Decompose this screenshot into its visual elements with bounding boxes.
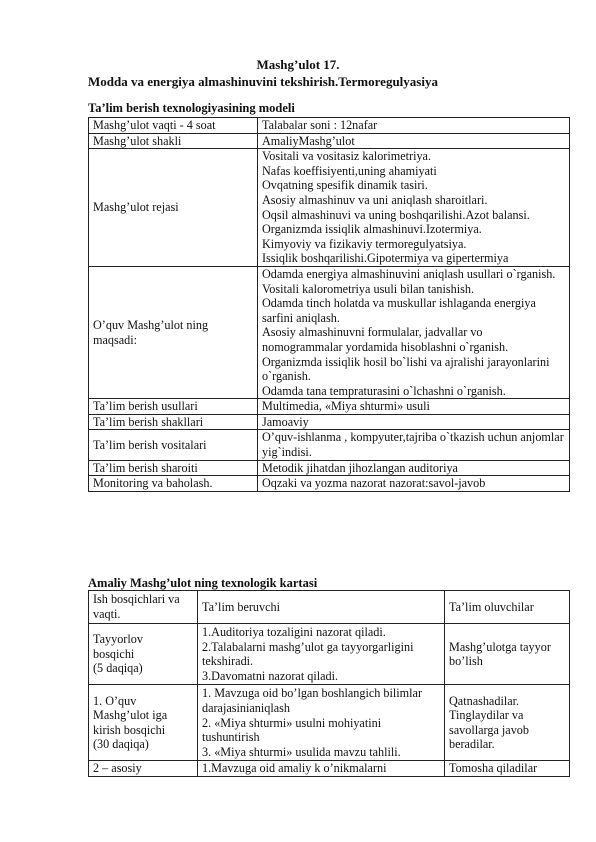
model-table (88, 117, 570, 492)
student-line: Qatnashadilar. (449, 693, 520, 708)
table-row (89, 761, 570, 777)
table-row (89, 414, 570, 430)
plan-item: Asosiy almashinuv va uni aniqlash sharoitlari. (262, 192, 488, 207)
stage-line: 1. O’quv (93, 693, 137, 708)
model-heading: Ta’lim berish texnologiyasining modeli (88, 101, 295, 115)
stage-line: kirish bosqichi (93, 722, 166, 737)
stage-line: 2 – asosiy (93, 761, 142, 776)
teacher-line: 2.Talabalarni mashg’ulot ga tayyorgarligini tekshiradi. (202, 639, 414, 669)
goal-item: Odamda tana tempraturasini o`lchashni o`rganish. (262, 383, 506, 398)
table-cell: Ta’lim berish usullari (89, 399, 258, 415)
plan-item: Kimyoviy va fizikaviy termoregulyatsiya. (262, 236, 467, 251)
stage-line: (30 daqiqa) (93, 737, 149, 752)
teacher-line: 3. «Miya shturmi» usulida mavzu tahlili. (202, 744, 401, 759)
table-cell: Oqzaki va yozma nazorat nazorat:savol-javob (258, 476, 570, 492)
column-header: Ta’lim beruvchi (198, 591, 445, 624)
teacher-line: 3.Davomatni nazorat qiladi. (202, 668, 339, 683)
student-line: Mashg’ulotga tayyor bo’lish (449, 639, 551, 669)
plan-item: Ovqatning spesifik dinamik tasiri. (262, 178, 428, 193)
table-cell: Ta’lim berish vositalari (89, 430, 258, 460)
student-cell (445, 685, 570, 761)
teacher-line: 1. Mavzuga oid bo’lgan boshlangich bilimlar darajasinianiqlash (202, 686, 423, 715)
student-cell (445, 624, 570, 685)
table-header-row (89, 591, 570, 624)
table-cell: Metodik jihatdan jihozlangan auditoriya (258, 460, 570, 476)
table-cell: Jamoaviy (258, 414, 570, 430)
plan-item: Organizmda issiqlik almashinuvi.Izotermiya. (262, 222, 482, 237)
lesson-subtitle: Modda va energiya almashinuvini tekshirish.Termoregulyasiya (88, 74, 438, 89)
table-cell: Multimedia, «Miya shturmi» usuli (258, 399, 570, 415)
table-cell: Mashg’ulot vaqti - 4 soat (89, 118, 258, 134)
student-line: Tinglaydilar va (449, 708, 524, 723)
teacher-line: 1.Auditoriya tozaligini nazorat qiladi. (202, 625, 386, 639)
table-row (89, 476, 570, 492)
stage-line: Mashg’ulot iga (93, 708, 168, 723)
stage-cell (89, 624, 198, 685)
teacher-cell (198, 761, 445, 777)
plan-item: Issiqlik boshqarilishi.Gipotermiya va gipertermiya (262, 251, 509, 266)
goal-item: Vositali kalorometriya usuli bilan tanishish. (262, 281, 475, 296)
stage-line: Tayyorlov (93, 632, 143, 647)
student-line: Tomosha qiladilar (449, 761, 538, 776)
plan-list (258, 149, 570, 267)
table-cell: O’quv Mashg’ulot ning maqsadi: (89, 266, 258, 398)
table-cell: Ta’lim berish shakllari (89, 414, 258, 430)
table-row (89, 460, 570, 476)
teacher-cell (198, 685, 445, 761)
table-row (89, 685, 570, 761)
table-row (89, 266, 570, 398)
table-cell: Mashg’ulot shakli (89, 133, 258, 149)
table-row (89, 149, 570, 267)
teacher-line: 1.Mavzuga oid amaliy k o’nikmalarni (202, 761, 387, 776)
stage-line: bosqichi (93, 646, 135, 661)
column-header: Ish bosqichlari va vaqti. (89, 591, 198, 624)
table-row (89, 399, 570, 415)
table-row (89, 133, 570, 149)
plan-item: Vositali va vositasiz kalorimetriya. (262, 149, 432, 164)
table-cell: Monitoring va baholash. (89, 476, 258, 492)
table-row (89, 624, 570, 685)
goal-item: Odamda energiya almashinuvini aniqlash usullari o`rganish. (262, 266, 556, 281)
table-cell: O’quv-ishlanma , kompyuter,tajriba o`tkazish uchun anjomlar yig`indisi. (258, 430, 570, 460)
table-cell: Ta’lim berish sharoiti (89, 460, 258, 476)
goal-item: Organizmda issiqlik hosil bo`lishi va ajralishi jarayonlarini o`rganish. (262, 354, 550, 384)
stage-line: (5 daqiqa) (93, 661, 143, 676)
goal-item: Asosiy almashinuvni formulalar, jadvallar vo nomogrammalar yordamida hisoblashni o`rganish. (262, 325, 509, 354)
plan-item: Oqsil almashinuvi va uning boshqarilishi.Azot balansi. (262, 207, 530, 222)
plan-item: Nafas koeffisiyenti,uning ahamiyati (262, 163, 437, 178)
lesson-title: Mashg’ulot 17. (256, 57, 340, 72)
card-heading: Amaliy Mashg’ulot ning texnologik kartasi (88, 576, 318, 590)
table-cell: Talabalar soni : 12nafar (258, 118, 570, 134)
student-cell (445, 761, 570, 777)
table-cell: Mashg’ulot rejasi (89, 149, 258, 267)
goal-list (258, 266, 570, 398)
table-cell: AmaliyMashg’ulot (258, 133, 570, 149)
teacher-cell (198, 624, 445, 685)
table-row (89, 430, 570, 460)
stage-cell (89, 685, 198, 761)
column-header: Ta’lim oluvchilar (445, 591, 570, 624)
goal-item: Odamda tinch holatda va muskullar ishlaganda energiya sarfini aniqlash. (262, 296, 536, 325)
stage-cell (89, 761, 198, 777)
teacher-line: 2. «Miya shturmi» usulni mohiyatini tushuntirish (202, 715, 382, 745)
tech-card-table (88, 590, 570, 777)
table-row (89, 118, 570, 134)
student-line: savollarga javob (449, 722, 529, 737)
student-line: beradilar. (449, 737, 495, 752)
